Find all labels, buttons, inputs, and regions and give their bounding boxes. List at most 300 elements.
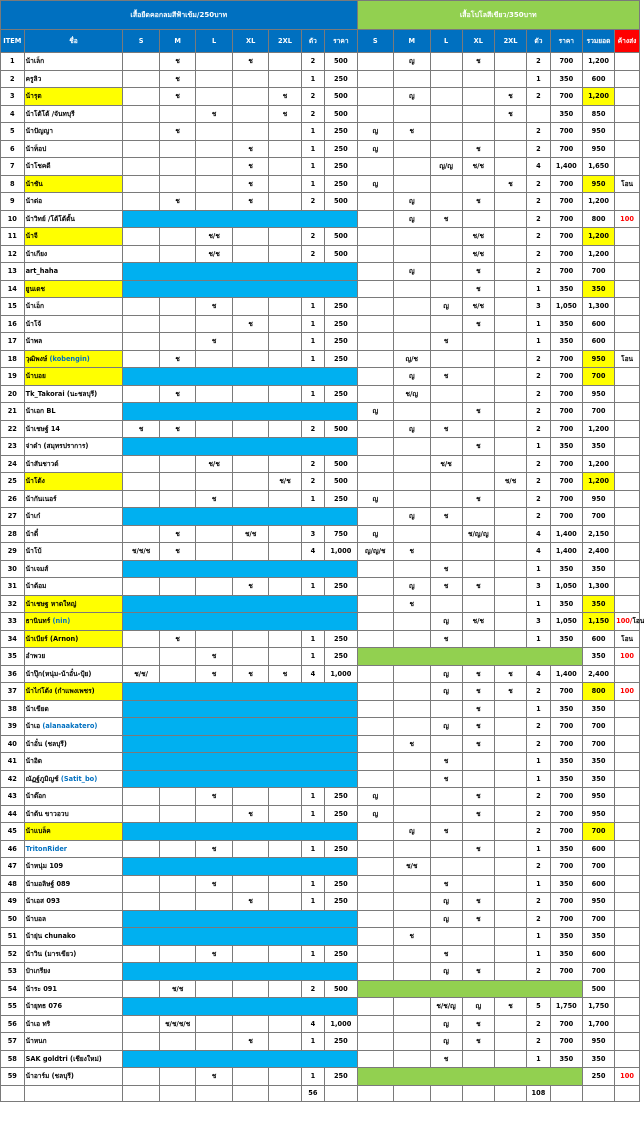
- late-note: [615, 910, 640, 928]
- table-row: [1, 683, 640, 701]
- polo-xl: [462, 753, 494, 771]
- polo-s: ญ: [357, 123, 394, 141]
- polo-qty: 1: [527, 945, 551, 963]
- table-row: [1, 770, 640, 788]
- customer-name: [24, 333, 123, 351]
- customer-name: [24, 1033, 123, 1051]
- total-amount: 1,200: [582, 455, 614, 473]
- total-amount: 1,700: [582, 1015, 614, 1033]
- polo-m: [394, 700, 431, 718]
- total-amount: 600: [582, 840, 614, 858]
- polo-s: [357, 315, 394, 333]
- customer-name-text: น้าตี๋: [25, 529, 39, 538]
- customer-name: [24, 858, 123, 876]
- late-note: [615, 805, 640, 823]
- polo-price: 700: [550, 385, 582, 403]
- tshirt-2xl: ช/ช: [269, 473, 301, 491]
- polo-empty-cell: [357, 980, 582, 998]
- polo-price: 350: [550, 840, 582, 858]
- polo-s: [357, 350, 394, 368]
- tshirt-qty: 2: [301, 53, 325, 71]
- polo-s: [357, 875, 394, 893]
- item-number: 31: [1, 578, 25, 596]
- tshirt-m: [159, 245, 196, 263]
- polo-2xl: ช: [494, 88, 526, 106]
- polo-price: 700: [550, 1015, 582, 1033]
- polo-l: ช: [430, 333, 462, 351]
- customer-name: [24, 525, 123, 543]
- total-amount: 1,200: [582, 88, 614, 106]
- polo-2xl: [494, 1015, 526, 1033]
- customer-name-text: น้าแบล็ค: [25, 827, 51, 836]
- late-note: [615, 788, 640, 806]
- table-row: [1, 1068, 640, 1086]
- tshirt-2xl: ช: [269, 665, 301, 683]
- table-row: [1, 823, 640, 841]
- late-note: [615, 53, 640, 71]
- customer-name: [24, 193, 123, 211]
- tshirt-qty: 2: [301, 245, 325, 263]
- customer-name: [24, 560, 123, 578]
- tshirt-m: [159, 788, 196, 806]
- polo-m: [394, 945, 431, 963]
- customer-name: [24, 648, 123, 666]
- polo-xl: [462, 858, 494, 876]
- tshirt-xl: [232, 648, 269, 666]
- polo-m: ญ/ช: [394, 350, 431, 368]
- polo-s: [357, 508, 394, 526]
- tshirt-2xl: [269, 455, 301, 473]
- customer-name: [24, 980, 123, 998]
- late-note: [615, 578, 640, 596]
- polo-2xl: [494, 123, 526, 141]
- customer-name: [24, 683, 123, 701]
- tshirt-empty-cell: [123, 210, 357, 228]
- polo-xl: ช: [462, 665, 494, 683]
- table-row: [1, 1015, 640, 1033]
- tshirt-m: [159, 648, 196, 666]
- late-note: [615, 1015, 640, 1033]
- tshirt-price: 250: [325, 875, 357, 893]
- tshirt-empty-cell: [123, 683, 357, 701]
- tshirt-l: ช: [196, 490, 233, 508]
- tshirt-2xl: [269, 893, 301, 911]
- customer-name-text: น้าอิด: [25, 757, 43, 766]
- polo-2xl: [494, 735, 526, 753]
- tshirt-empty-cell: [123, 508, 357, 526]
- total-amount: 950: [582, 350, 614, 368]
- polo-2xl: [494, 315, 526, 333]
- total-amount: 700: [582, 403, 614, 421]
- tshirt-price: 500: [325, 88, 357, 106]
- late-note: [615, 105, 640, 123]
- polo-m: [394, 753, 431, 771]
- customer-name-text: น้าเจมส์: [25, 564, 49, 573]
- tshirt-l: [196, 193, 233, 211]
- tshirt-xl: [232, 455, 269, 473]
- polo-qty: 2: [527, 490, 551, 508]
- polo-s: [357, 840, 394, 858]
- tshirt-price: 250: [325, 140, 357, 158]
- total-amount: 1,200: [582, 228, 614, 246]
- tshirt-l: [196, 140, 233, 158]
- polo-l: [430, 70, 462, 88]
- tshirt-price: 250: [325, 350, 357, 368]
- polo-xl: [462, 88, 494, 106]
- polo-2xl: [494, 210, 526, 228]
- tshirt-price: 500: [325, 105, 357, 123]
- polo-m: [394, 333, 431, 351]
- col-b-qty: ตัว: [527, 30, 551, 53]
- table-row: [1, 315, 640, 333]
- item-number: 42: [1, 770, 25, 788]
- item-number: 30: [1, 560, 25, 578]
- customer-name: [24, 613, 123, 631]
- late-note: [615, 840, 640, 858]
- tshirt-s: [123, 105, 160, 123]
- customer-name-text: น้าเชษฐ์ 14: [25, 424, 61, 433]
- tshirt-xl: [232, 490, 269, 508]
- customer-name-text: น้าโต้โต้ /จันทบุรี: [25, 109, 75, 118]
- polo-xl: ช: [462, 893, 494, 911]
- polo-l: ช: [430, 630, 462, 648]
- tshirt-s: [123, 315, 160, 333]
- late-note: [615, 823, 640, 841]
- tshirt-l: ช: [196, 105, 233, 123]
- tshirt-s: [123, 980, 160, 998]
- customer-handle: (kobengin): [49, 354, 90, 363]
- polo-m: [394, 665, 431, 683]
- item-number: 44: [1, 805, 25, 823]
- table-row: [1, 263, 640, 281]
- total-amount: 600: [582, 315, 614, 333]
- item-number: 7: [1, 158, 25, 176]
- tshirt-price: 250: [325, 123, 357, 141]
- item-number: 6: [1, 140, 25, 158]
- polo-xl: ช: [462, 1015, 494, 1033]
- polo-m: [394, 718, 431, 736]
- polo-price: 1,400: [550, 525, 582, 543]
- polo-m: [394, 490, 431, 508]
- total-amount: 1,750: [582, 998, 614, 1016]
- polo-m: ญ: [394, 53, 431, 71]
- tshirt-qty: 1: [301, 490, 325, 508]
- tshirt-empty-cell: [123, 280, 357, 298]
- polo-price: 700: [550, 368, 582, 386]
- polo-price: 700: [550, 88, 582, 106]
- col-b-s: S: [357, 30, 394, 53]
- polo-l: ช: [430, 420, 462, 438]
- tshirt-m: [159, 228, 196, 246]
- tshirt-2xl: [269, 945, 301, 963]
- polo-price: 350: [550, 438, 582, 456]
- tshirt-m: [159, 490, 196, 508]
- tshirt-qty: 1: [301, 893, 325, 911]
- polo-2xl: [494, 403, 526, 421]
- tshirt-price: 500: [325, 53, 357, 71]
- tshirt-empty-cell: [123, 735, 357, 753]
- table-row: [1, 245, 640, 263]
- table-row: [1, 578, 640, 596]
- tshirt-l: [196, 175, 233, 193]
- polo-qty: 2: [527, 1033, 551, 1051]
- polo-qty: 1: [527, 280, 551, 298]
- tshirt-l: [196, 70, 233, 88]
- customer-name: [24, 123, 123, 141]
- polo-price: 1,400: [550, 543, 582, 561]
- customer-name: [24, 928, 123, 946]
- customer-name-text: น้าเอ: [25, 722, 43, 731]
- polo-s: [357, 910, 394, 928]
- customer-name: [24, 910, 123, 928]
- table-row: [1, 525, 640, 543]
- total-amount: 1,200: [582, 53, 614, 71]
- late-note: [615, 455, 640, 473]
- item-number: 9: [1, 193, 25, 211]
- tshirt-l: [196, 525, 233, 543]
- polo-m: ช/ญ: [394, 385, 431, 403]
- tshirt-qty: 1: [301, 1068, 325, 1086]
- polo-xl: [462, 420, 494, 438]
- late-note: [615, 123, 640, 141]
- polo-m: [394, 280, 431, 298]
- polo-price: 700: [550, 473, 582, 491]
- late-note: [615, 88, 640, 106]
- customer-name-text: Tk_Takorai (นะชลบุรี): [25, 389, 98, 398]
- polo-2xl: [494, 298, 526, 316]
- polo-m: [394, 473, 431, 491]
- total-amount: 800: [582, 683, 614, 701]
- late-note: [615, 718, 640, 736]
- polo-xl: ช: [462, 578, 494, 596]
- tshirt-xl: ช: [232, 53, 269, 71]
- customer-name-text: ยูนเดช: [25, 284, 45, 293]
- item-number: 48: [1, 875, 25, 893]
- polo-m: ญ: [394, 193, 431, 211]
- customer-name-text: น้าไก่โต้ง (กำแพงเพชร): [25, 687, 95, 696]
- table-row: [1, 753, 640, 771]
- polo-price: 700: [550, 718, 582, 736]
- tshirt-price: 250: [325, 578, 357, 596]
- polo-empty-cell: [357, 648, 582, 666]
- polo-qty: 1: [527, 438, 551, 456]
- tshirt-2xl: [269, 630, 301, 648]
- item-number: 23: [1, 438, 25, 456]
- tshirt-l: ช: [196, 333, 233, 351]
- tshirt-price: 250: [325, 298, 357, 316]
- customer-name-text: น้าเก๋: [25, 512, 41, 521]
- item-number: 3: [1, 88, 25, 106]
- tshirt-2xl: [269, 1068, 301, 1086]
- polo-m: [394, 560, 431, 578]
- tshirt-2xl: [269, 245, 301, 263]
- late-note: [615, 298, 640, 316]
- polo-price: 350: [550, 875, 582, 893]
- polo-m: [394, 228, 431, 246]
- polo-price: 350: [550, 1050, 582, 1068]
- customer-name-text: น้าท็อป: [25, 144, 47, 153]
- polo-qty: 1: [527, 1050, 551, 1068]
- tshirt-2xl: [269, 490, 301, 508]
- customer-name: [24, 630, 123, 648]
- table-row: [1, 893, 640, 911]
- late-note: 100: [615, 1068, 640, 1086]
- tshirt-s: [123, 333, 160, 351]
- late-note: [615, 893, 640, 911]
- polo-qty: 4: [527, 665, 551, 683]
- tshirt-qty: 2: [301, 193, 325, 211]
- polo-xl: [462, 210, 494, 228]
- item-number: 1: [1, 53, 25, 71]
- customer-name-text: น้าเอก BL: [25, 407, 56, 416]
- polo-price: 350: [550, 595, 582, 613]
- table-row: [1, 665, 640, 683]
- tshirt-qty: 1: [301, 333, 325, 351]
- tshirt-s: [123, 1033, 160, 1051]
- item-number: 47: [1, 858, 25, 876]
- polo-qty: 2: [527, 123, 551, 141]
- polo-xl: [462, 1050, 494, 1068]
- tshirt-empty-cell: [123, 928, 357, 946]
- customer-name-text: น้าเล็ก: [25, 57, 45, 66]
- polo-l: [430, 315, 462, 333]
- polo-2xl: ช/ช: [494, 473, 526, 491]
- customer-name: [24, 350, 123, 368]
- customer-name-text: น้าอั๋น (ชลบุรี): [25, 739, 67, 748]
- polo-qty: 1: [527, 840, 551, 858]
- polo-m: [394, 840, 431, 858]
- polo-s: [357, 438, 394, 456]
- table-row: [1, 158, 640, 176]
- item-number: 55: [1, 998, 25, 1016]
- polo-2xl: [494, 788, 526, 806]
- tshirt-xl: ช: [232, 315, 269, 333]
- tshirt-xl: ช: [232, 193, 269, 211]
- totals-row: [1, 1085, 640, 1101]
- item-number: 25: [1, 473, 25, 491]
- tshirt-s: [123, 490, 160, 508]
- total-amount: 700: [582, 823, 614, 841]
- total-amount: 950: [582, 140, 614, 158]
- table-row: [1, 368, 640, 386]
- total-amount: 600: [582, 945, 614, 963]
- item-number: 45: [1, 823, 25, 841]
- table-row: [1, 735, 640, 753]
- polo-2xl: [494, 945, 526, 963]
- polo-m: [394, 70, 431, 88]
- tshirt-price: 500: [325, 245, 357, 263]
- tshirt-m: [159, 665, 196, 683]
- total-amount: 350: [582, 648, 614, 666]
- col-item: ITEM: [1, 30, 25, 53]
- polo-2xl: [494, 455, 526, 473]
- late-note: [615, 368, 640, 386]
- customer-name-text: ครูลิว: [25, 74, 42, 83]
- customer-name-text: ธานินทร์: [25, 617, 53, 626]
- late-note: [615, 700, 640, 718]
- polo-2xl: [494, 263, 526, 281]
- tshirt-2xl: [269, 70, 301, 88]
- late-note: [615, 490, 640, 508]
- col-total: รวมยอด: [582, 30, 614, 53]
- polo-2xl: [494, 420, 526, 438]
- polo-price: 700: [550, 228, 582, 246]
- tshirt-qty: 1: [301, 298, 325, 316]
- tshirt-l: [196, 543, 233, 561]
- customer-name: [24, 140, 123, 158]
- customer-name: [24, 280, 123, 298]
- total-amount: 700: [582, 718, 614, 736]
- customer-name: [24, 105, 123, 123]
- polo-m: ญ: [394, 368, 431, 386]
- polo-l: [430, 228, 462, 246]
- customer-name-text: น้าเชษฐ หาดใหญ่: [25, 599, 77, 608]
- polo-price: 700: [550, 53, 582, 71]
- tshirt-s: [123, 648, 160, 666]
- polo-xl: [462, 70, 494, 88]
- tshirt-m: [159, 315, 196, 333]
- polo-l: [430, 245, 462, 263]
- polo-l: ช: [430, 560, 462, 578]
- tshirt-price: 500: [325, 193, 357, 211]
- total-amount: 350: [582, 700, 614, 718]
- customer-name-text: วุฒิพงษ์: [25, 354, 50, 363]
- tshirt-2xl: [269, 578, 301, 596]
- tshirt-xl: [232, 88, 269, 106]
- polo-2xl: ช: [494, 105, 526, 123]
- col-a-2xl: 2XL: [269, 30, 301, 53]
- customer-name: [24, 403, 123, 421]
- late-note: โอน: [615, 630, 640, 648]
- total-amount: 700: [582, 508, 614, 526]
- tshirt-qty: 1: [301, 805, 325, 823]
- polo-qty: 2: [527, 455, 551, 473]
- polo-s: [357, 753, 394, 771]
- late-note: [615, 315, 640, 333]
- item-number: 56: [1, 1015, 25, 1033]
- item-number: 5: [1, 123, 25, 141]
- tshirt-qty: 2: [301, 88, 325, 106]
- polo-m: ญ: [394, 210, 431, 228]
- polo-qty: 1: [527, 595, 551, 613]
- tshirt-qty: 1: [301, 578, 325, 596]
- tshirt-qty: 1: [301, 315, 325, 333]
- polo-l: [430, 595, 462, 613]
- tshirt-qty: 1: [301, 788, 325, 806]
- polo-m: [394, 525, 431, 543]
- table-row: [1, 438, 640, 456]
- total-amount: 700: [582, 263, 614, 281]
- polo-qty: 2: [527, 368, 551, 386]
- polo-price: 700: [550, 805, 582, 823]
- tshirt-qty: 1: [301, 840, 325, 858]
- item-number: 51: [1, 928, 25, 946]
- polo-xl: [462, 630, 494, 648]
- tshirt-empty-cell: [123, 858, 357, 876]
- tshirt-s: [123, 70, 160, 88]
- polo-s: [357, 998, 394, 1016]
- polo-m: [394, 315, 431, 333]
- tshirt-s: [123, 123, 160, 141]
- polo-l: ญ/ญ: [430, 158, 462, 176]
- polo-xl: ช/ช: [462, 613, 494, 631]
- customer-name-text: ณัฏฐ์ภูมิญช์: [25, 774, 61, 783]
- tshirt-l: ช: [196, 875, 233, 893]
- col-name: ชื่อ: [24, 30, 123, 53]
- polo-qty: 3: [527, 298, 551, 316]
- tshirt-price: 1,000: [325, 543, 357, 561]
- tshirt-l: [196, 1015, 233, 1033]
